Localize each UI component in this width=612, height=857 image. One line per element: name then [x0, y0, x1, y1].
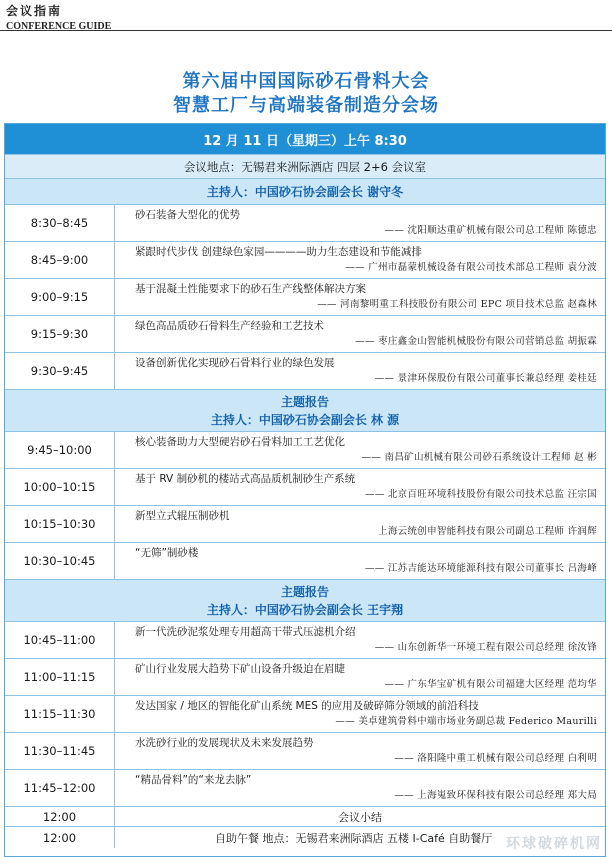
band-2-title: 主题报告 [280, 394, 329, 409]
table-row [5, 732, 605, 769]
schedule-table [4, 123, 606, 857]
table-row [5, 204, 605, 241]
session-time: 10:30–10:45 [5, 543, 115, 579]
session-speaker: —— 河南黎明重工科技股份有限公司 EPC 项目技术总监 赵森林 [317, 299, 597, 310]
session-time: 10:00–10:15 [5, 469, 115, 505]
summary-row [5, 806, 605, 826]
session-time: 8:45–9:00 [5, 242, 115, 278]
session-topic: 绿色高品质砂石骨料生产经验和工艺技术 [135, 320, 324, 332]
session-topic: 矿山行业发展大趋势下矿山设备升级迫在眉睫 [135, 663, 345, 675]
venue-text: 会议地点：无锡君来洲际酒店 四层 2+6 会议室 [183, 159, 427, 174]
session-topic: 紧跟时代步伐 创建绿色家园————助力生态建设和节能减排 [135, 246, 422, 258]
title-line2: 智慧工厂与高端装备制造分会场 [173, 95, 439, 116]
table-row [5, 505, 605, 542]
host-band-2 [5, 389, 605, 431]
session-speaker: —— 广州市磊蒙机械设备有限公司技术部总工程师 袁分波 [345, 262, 597, 273]
session-time: 9:15–9:30 [5, 316, 115, 352]
session-speaker: —— 美卓建筑骨料中端市场业务副总裁 Federico Maurilli [335, 716, 597, 727]
session-time: 8:30–8:45 [5, 205, 115, 241]
table-row [5, 278, 605, 315]
session-time: 11:15–11:30 [5, 696, 115, 732]
session-speaker: —— 沈阳顺达重矿机械有限公司总工程师 陈德忠 [384, 225, 597, 236]
session-time: 10:15–10:30 [5, 506, 115, 542]
session-speaker: —— 江苏吉能达环境能源科技有限公司董事长 吕海峰 [364, 563, 597, 574]
band-3-host: 主持人：中国砂石协会副会长 王宇翔 [206, 602, 404, 617]
session-time: 9:00–9:15 [5, 279, 115, 315]
session-topic: “精品骨料”的“来龙去脉” [135, 774, 252, 786]
watermark-logo: 环球破碎机网 [506, 836, 602, 852]
session-speaker: —— 上海嵬致环保科技有限公司总经理 郑大局 [394, 790, 597, 801]
table-row [5, 695, 605, 732]
table-row [5, 769, 605, 806]
summary-time: 12:00 [5, 807, 115, 826]
summary-label: 会议小结 [338, 810, 382, 824]
session-time: 9:45–10:00 [5, 432, 115, 468]
table-row [5, 542, 605, 579]
band-3-title: 主题报告 [280, 584, 329, 599]
session-topic: “无筛”制砂楼 [135, 547, 199, 559]
session-topic: 基于 RV 制砂机的楼站式高品质机制砂生产系统 [135, 473, 356, 485]
date-row [5, 124, 605, 154]
session-topic: 发达国家 / 地区的智能化矿山系统 MES 的应用及破碎筛分领域的前沿科技 [135, 700, 479, 712]
session-topic: 核心装备助力大型硬岩砂石骨料加工工艺优化 [135, 436, 345, 448]
session-topic: 基于混凝土性能要求下的砂石生产线整体解决方案 [135, 283, 366, 295]
table-row [5, 658, 605, 695]
band-2-host: 主持人：中国砂石协会副会长 林 源 [210, 412, 400, 427]
session-topic: 设备创新优化实现砂石骨料行业的绿色发展 [135, 357, 335, 369]
session-time: 11:00–11:15 [5, 659, 115, 695]
page-header [6, 2, 111, 32]
title-line1: 第六届中国国际砂石骨料大会 [182, 71, 430, 92]
session-time: 9:30–9:45 [5, 353, 115, 389]
session-speaker: —— 山东创新华一环境工程有限公司总经理 徐汝锋 [374, 642, 597, 653]
table-row [5, 468, 605, 505]
session-topic: 新一代洗砂泥浆处理专用超高干带式压滤机介绍 [135, 626, 356, 638]
session-time: 11:30–11:45 [5, 733, 115, 769]
lunch-time: 12:00 [5, 827, 115, 848]
session-speaker: 上海云统创申智能科技有限公司副总工程师 许润辉 [378, 526, 597, 537]
header-en: CONFERENCE GUIDE [6, 21, 112, 32]
table-row [5, 315, 605, 352]
lunch-label: 自助午餐 地点：无锡君来洲际酒店 五楼 I-Café 自助餐厅 [215, 831, 493, 845]
session-topic: 砂石装备大型化的优势 [135, 209, 240, 221]
header-divider [0, 30, 612, 31]
session-topic: 新型立式辊压制砂机 [135, 510, 230, 522]
date-text: 12 月 11 日（星期三）上午 8:30 [203, 133, 407, 149]
session-time: 11:45–12:00 [5, 770, 115, 806]
table-row [5, 352, 605, 389]
venue-row [5, 154, 605, 178]
session-time: 10:45–11:00 [5, 622, 115, 658]
host-1: 主持人：中国砂石协会副会长 谢守冬 [206, 184, 404, 199]
session-speaker: —— 枣庄鑫金山智能机械股份有限公司营销总监 胡振霖 [355, 336, 597, 347]
host-band-1 [5, 178, 605, 204]
session-speaker: —— 洛阳隆中重工机械有限公司总经理 白利明 [394, 753, 597, 764]
session-speaker: —— 广东华宝矿机有限公司福建大区经理 范均华 [384, 679, 597, 690]
header-cn: 会议指南 [6, 4, 63, 18]
table-row [5, 621, 605, 658]
session-speaker: —— 南昌矿山机械有限公司砂石系统设计工程师 赵 彬 [361, 452, 597, 463]
session-speaker: —— 景津环保股份有限公司董事长兼总经理 姜桂廷 [374, 373, 597, 384]
table-row [5, 241, 605, 278]
session-topic: 水洗砂行业的发展现状及未来发展趋势 [135, 737, 314, 749]
host-band-3 [5, 579, 605, 621]
table-row [5, 431, 605, 468]
session-speaker: —— 北京百旺环境科技股份有限公司技术总监 汪宗国 [364, 489, 597, 500]
